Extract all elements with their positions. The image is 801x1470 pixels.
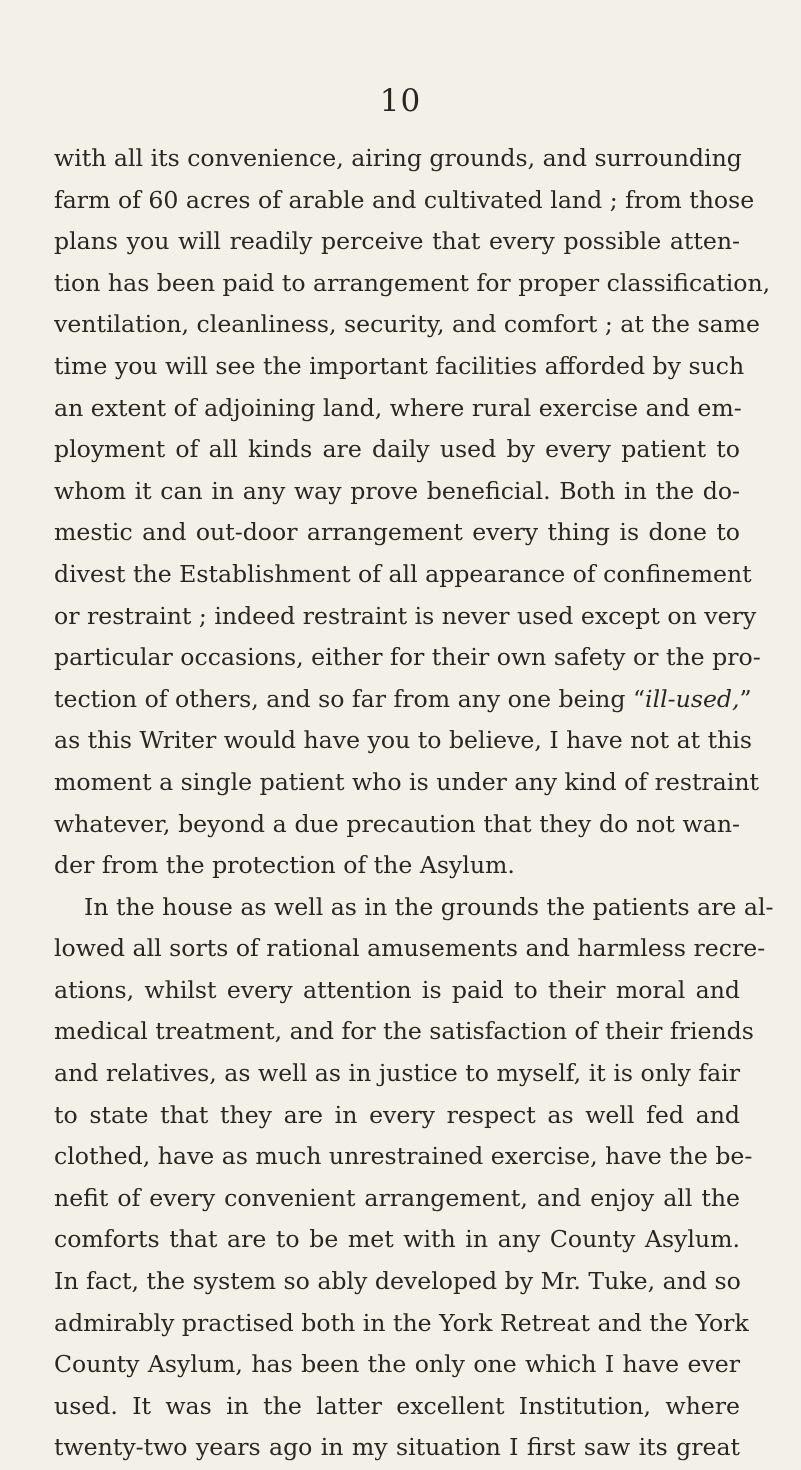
text-line: medical treatment, and for the satisfaction of their friends [54, 1017, 754, 1046]
text-line: ventilation, cleanliness, security, and comfort ; at the same [54, 310, 760, 339]
text-line: twenty-two years ago in my situation I first saw its great [54, 1433, 740, 1462]
text-line: mestic and out-door arrangement every thing is done to [54, 518, 740, 547]
text-line: plans you will readily perceive that every possible atten- [54, 227, 740, 256]
text-line: County Asylum, has been the only one which I have ever [54, 1350, 740, 1379]
text-line: whom it can in any way prove beneficial. Both in the do- [54, 476, 740, 505]
text-line: der from the protection of the Asylum. [54, 851, 515, 880]
text-line: In the house as well as in the grounds the patients are al- [84, 892, 774, 921]
text-line: as this Writer would have you to believe, I have not at this [54, 726, 752, 755]
text-line: time you will see the important facilities afforded by such [54, 351, 745, 380]
text-segment: tection of others, and so far from any one being “ [54, 684, 646, 713]
page-number: 10 [379, 83, 422, 119]
text-line: In fact, the system so ably developed by Mr. Tuke, and so [54, 1267, 741, 1296]
text-line: an extent of adjoining land, where rural exercise and em- [54, 393, 742, 422]
text-line: used. It was in the latter excellent Institution, where [54, 1391, 740, 1420]
text-line: clothed, have as much unrestrained exercise, have the be- [54, 1142, 753, 1171]
text-line: divest the Establishment of all appearance of confinement [54, 559, 752, 588]
text-line: and relatives, as well as in justice to myself, it is only fair [54, 1059, 740, 1088]
text-line: tion has been paid to arrangement for proper classification, [54, 268, 771, 297]
text-line: whatever, beyond a due precaution that they do not wan- [54, 809, 740, 838]
text-line: lowed all sorts of rational amusements and harmless recre- [54, 934, 766, 963]
text-line: nefit of every convenient arrangement, and enjoy all the [54, 1183, 740, 1212]
text-segment: ” [739, 684, 752, 713]
text-line: farm of 60 acres of arable and cultivated land ; from those [54, 185, 755, 214]
text-line: particular occasions, either for their own safety or the pro- [54, 643, 761, 672]
text-line: or restraint ; indeed restraint is never used except on very [54, 601, 757, 630]
text-line: to state that they are in every respect as well fed and [54, 1100, 740, 1129]
text-line: ployment of all kinds are daily used by every patient to [54, 435, 740, 464]
text-line: moment a single patient who is under any kind of restraint [54, 767, 760, 796]
text-line: with all its convenience, airing grounds, and surrounding [54, 144, 742, 172]
text-line: admirably practised both in the York Retreat and the York [54, 1308, 749, 1337]
body-text [54, 138, 774, 1469]
text-line [54, 679, 752, 721]
italic-term: ill-used, [645, 684, 740, 713]
text-line: ations, whilst every attention is paid to their moral and [54, 975, 740, 1004]
text-line: comforts that are to be met with in any County Asylum. [54, 1225, 740, 1254]
